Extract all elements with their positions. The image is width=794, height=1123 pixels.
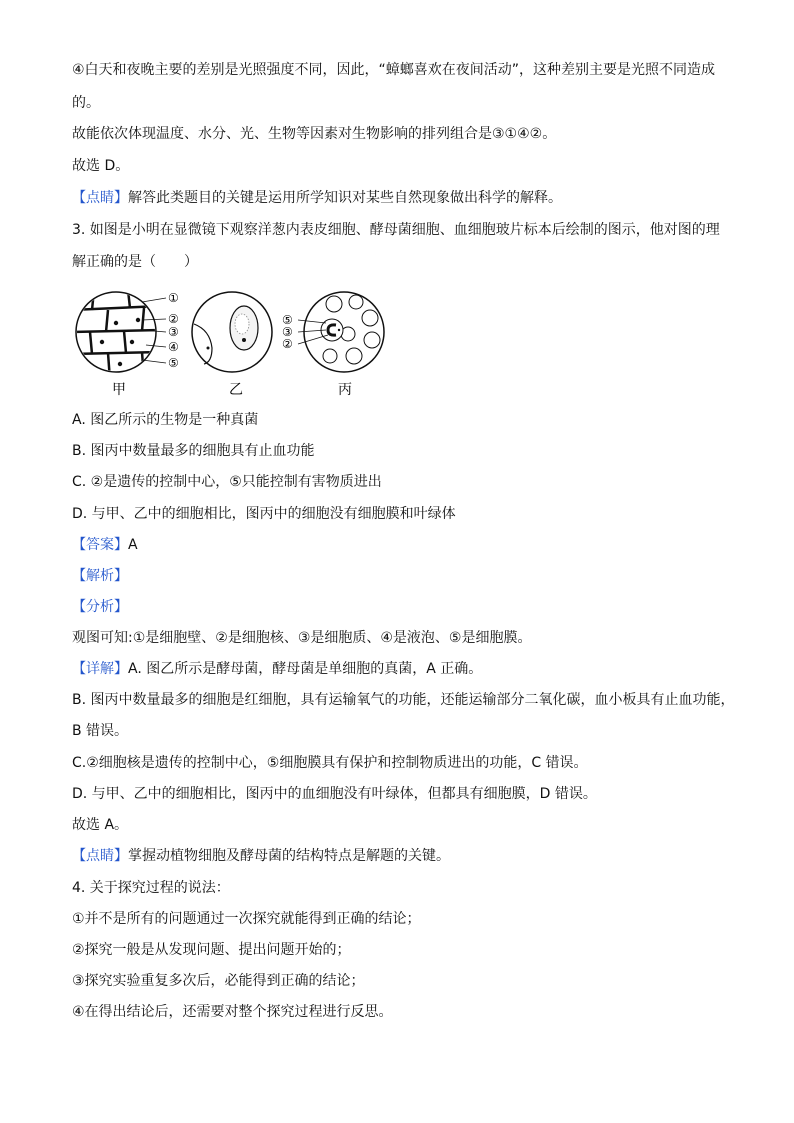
statement-2: ②探究一般是从发现问题、提出问题开始的； [72, 942, 351, 958]
label-5: ⑤ [282, 313, 293, 327]
dianjing-text: 解答此类题目的关键是运用所学知识对某些自然现象做出科学的解释。 [128, 190, 562, 206]
caption-yi: 乙 [229, 382, 243, 398]
dianjing-line [72, 846, 450, 866]
text-line: 故选 D。 [72, 158, 130, 174]
option-c: C. ②是遗传的控制中心，⑤只能控制有害物质进出 [72, 474, 382, 490]
label-2: ② [282, 337, 293, 351]
fenxi-label: 【分析】 [72, 599, 128, 615]
xiangjie-line [72, 659, 482, 679]
label-2: ② [168, 312, 179, 326]
label-1: ① [168, 291, 179, 305]
answer-value: A [128, 537, 138, 553]
label-5: ⑤ [168, 356, 179, 370]
answer-tag: 【答案】 [72, 537, 128, 553]
statement-4: ④在得出结论后，还需要对整个探究过程进行反思。 [72, 1004, 393, 1020]
dianjing-text: 掌握动植物细胞及酵母菌的结构特点是解题的关键。 [128, 848, 450, 864]
text-line: 故选 A。 [72, 817, 129, 833]
dianjing-tag: 【点睛】 [72, 848, 128, 864]
text-line: B. 图丙中数量最多的细胞是红细胞，具有运输氧气的功能，还能运输部分二氧化碳，血小板具有止血功能， [72, 692, 735, 708]
question-3-stem: 3. 如图是小明在显微镜下观察洋葱内表皮细胞、酵母菌细胞、血细胞玻片标本后绘制的图示，他对图的理 [72, 222, 720, 238]
dianjing-line [72, 188, 562, 208]
caption-jia: 甲 [112, 382, 126, 398]
statement-1: ①并不是所有的问题通过一次探究就能得到正确的结论； [72, 911, 421, 927]
label-4: ④ [168, 340, 179, 354]
caption-bing: 丙 [338, 382, 352, 398]
question-3-stem-cont: 解正确的是（ ） [72, 254, 198, 270]
question-4-stem: 4. 关于探究过程的说法： [72, 880, 230, 896]
text-line: B 错误。 [72, 723, 129, 739]
jiexi-tag [72, 566, 128, 586]
xiangjie-text: A. 图乙所示是酵母菌，酵母菌是单细胞的真菌，A 正确。 [128, 661, 483, 677]
blood-cells-drawing [282, 292, 384, 398]
cell-figure [72, 290, 402, 400]
answer-line [72, 535, 138, 555]
text-line: 的。 [72, 95, 100, 111]
fenxi-text: 观图可知:①是细胞壁、②是细胞核、③是细胞质、④是液泡、⑤是细胞膜。 [72, 630, 532, 646]
label-3: ③ [168, 325, 179, 339]
text-line: ④白天和夜晚主要的差别是光照强度不同，因此，“蟑螂喜欢在夜间活动”，这种差别主要是光照不同造成 [72, 62, 716, 78]
yeast-drawing [192, 292, 272, 398]
label-3: ③ [282, 325, 293, 339]
cell-diagram [72, 290, 402, 400]
option-a: A. 图乙所示的生物是一种真菌 [72, 412, 259, 428]
text-line: 故能依次体现温度、水分、光、生物等因素对生物影响的排列组合是③①④②。 [72, 126, 557, 142]
onion-cells-drawing [72, 290, 179, 398]
option-d: D. 与甲、乙中的细胞相比，图丙中的细胞没有细胞膜和叶绿体 [72, 506, 456, 522]
text-line: C.②细胞核是遗传的控制中心，⑤细胞膜具有保护和控制物质进出的功能，C 错误。 [72, 755, 588, 771]
fenxi-tag [72, 597, 128, 617]
xiangjie-tag: 【详解】 [72, 661, 128, 677]
dianjing-tag: 【点睛】 [72, 190, 128, 206]
option-b: B. 图丙中数量最多的细胞具有止血功能 [72, 443, 315, 459]
text-line: D. 与甲、乙中的细胞相比，图丙中的血细胞没有叶绿体，但都具有细胞膜，D 错误。 [72, 786, 597, 802]
statement-3: ③探究实验重复多次后，必能得到正确的结论； [72, 973, 365, 989]
jiexi-label: 【解析】 [72, 568, 128, 584]
